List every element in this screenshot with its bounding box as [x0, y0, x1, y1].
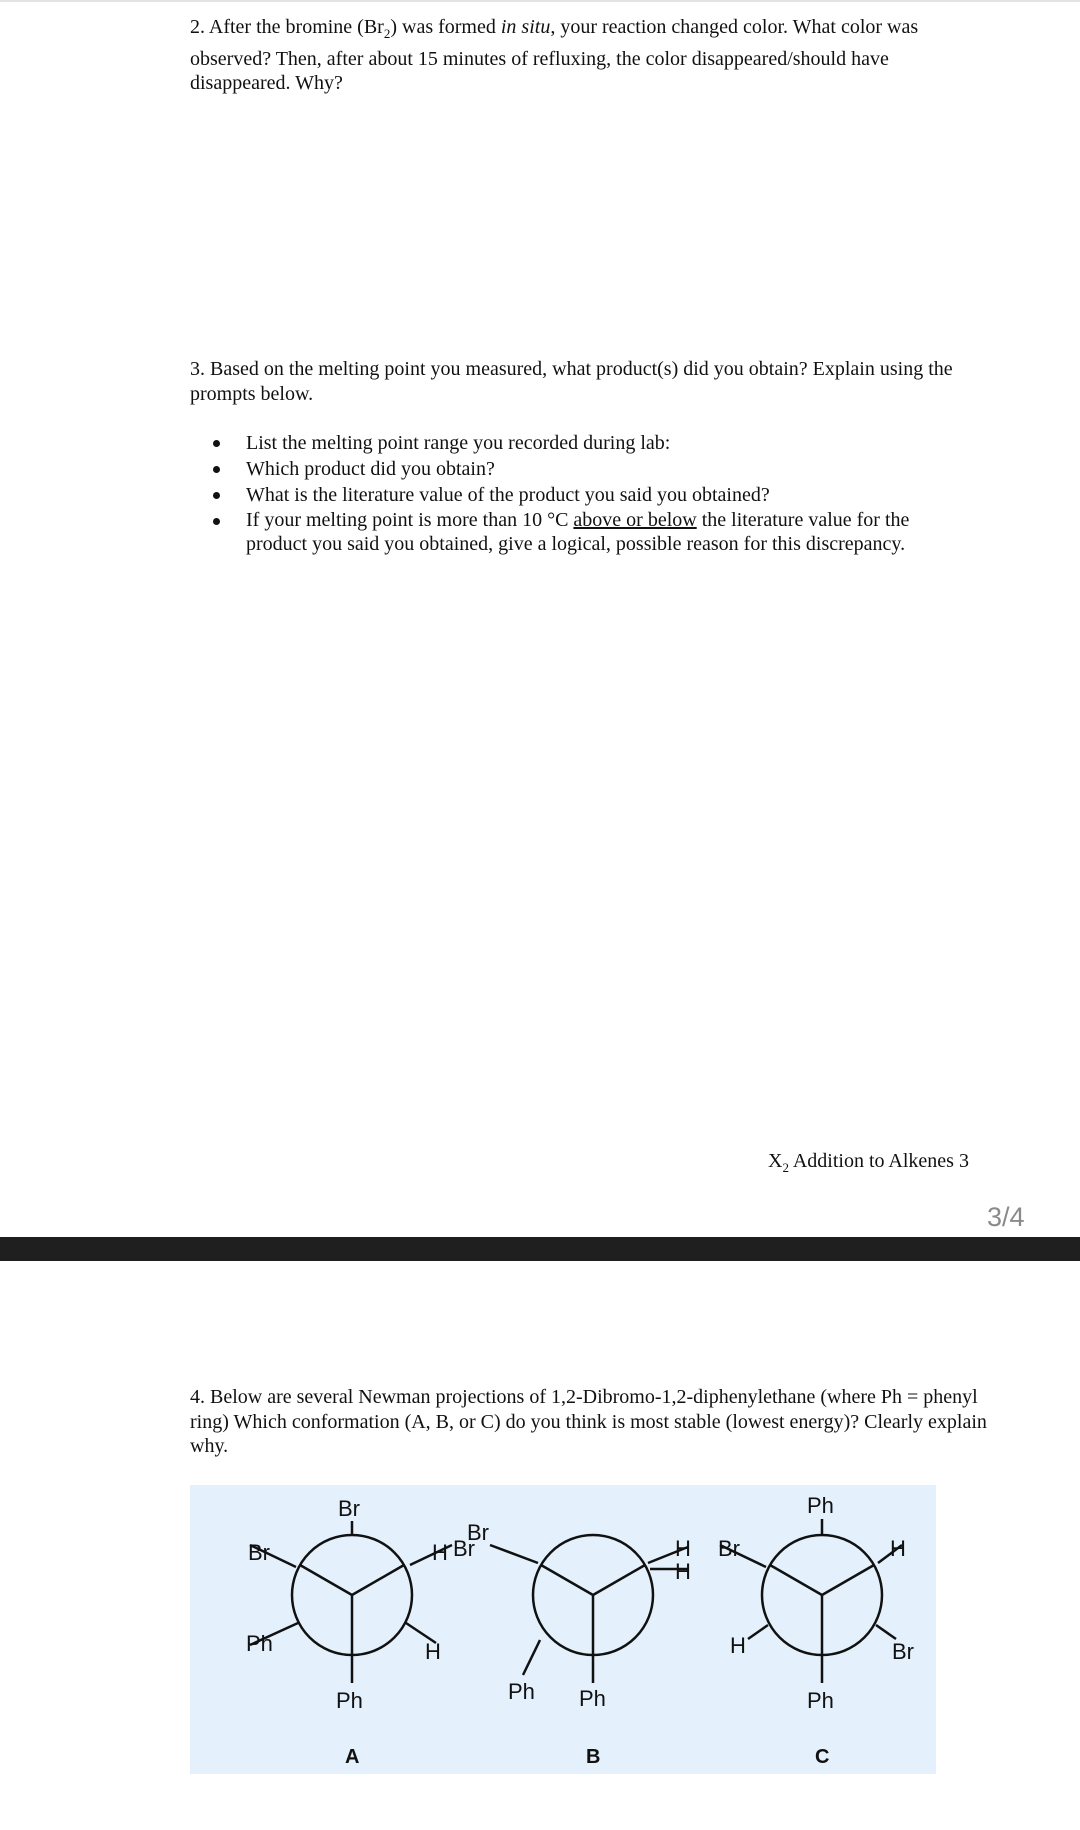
top-rule [0, 0, 1080, 2]
question-3-prompts [205, 430, 965, 556]
projection-a-top-label: Br [338, 1496, 360, 1521]
page-footer-title [768, 1149, 969, 1180]
prompt-text: List the melting point range you recorded during lab: [246, 432, 671, 454]
projection-c-upper-left-label: Br [718, 1536, 740, 1561]
prompt-text-before: If your melting point is more than 10 °C [246, 509, 574, 531]
question-2-prefix: 2. After the bromine (Br [190, 16, 384, 38]
list-item [205, 482, 965, 508]
projection-a-letter: A [345, 1746, 360, 1768]
projection-b-letter: B [586, 1746, 601, 1768]
list-item [205, 456, 965, 482]
footer-title-prefix: X [768, 1150, 783, 1172]
bullet-icon [213, 492, 220, 499]
list-item [205, 508, 965, 556]
projection-c-lower-left-label: H [730, 1633, 746, 1658]
bullet-icon [213, 518, 220, 525]
projection-c-lower-right-label: Br [892, 1639, 914, 1664]
question-2-mid: ) was formed [390, 16, 501, 38]
newman-projections-figure [190, 1485, 936, 1774]
projection-b-upper-right-1-label: H [675, 1536, 691, 1561]
projection-a-lower-left-label: Ph [246, 1631, 273, 1656]
projection-b-upper-left-front-label: Br [467, 1520, 489, 1545]
question-2-italic: in situ [500, 16, 551, 38]
question-2 [190, 15, 990, 96]
prompt-text-underlined: above or below [573, 509, 697, 531]
prompt-text: What is the literature value of the product you said you obtained? [246, 484, 770, 506]
question-2-suffix: , your reaction changed color. What color was observed? Then, after about 15 minutes of refluxing, the color disappeared/should have disappeared. Why? [190, 16, 919, 94]
projection-a-lower-right-label: H [425, 1639, 441, 1664]
footer-title-suffix: Addition to Alkenes 3 [788, 1150, 969, 1172]
projection-b-upper-right-2-label: H [675, 1559, 691, 1584]
projection-a-bottom-label: Ph [336, 1688, 363, 1713]
question-4: 4. Below are several Newman projections of 1,2-Dibromo-1,2-diphenylethane (where Ph = phenyl ring) Which conformation (A, B, or C) do you think is most stable (lowest energy)? Clearly explain why. [190, 1386, 987, 1457]
page-indicator: 3/4 [987, 1202, 1025, 1232]
list-item [205, 430, 965, 456]
bullet-icon [213, 440, 220, 447]
projection-c-bottom-label: Ph [807, 1688, 834, 1713]
projection-b-bottom-left-label: Ph [508, 1679, 535, 1704]
newman-projections-svg [190, 1485, 936, 1774]
projection-b-upper-left-label: Br [453, 1536, 475, 1561]
projection-a-upper-right-label: H [432, 1540, 448, 1565]
projection-b-bottom-right-label: Ph [579, 1686, 606, 1711]
question-3: 3. Based on the melting point you measured, what product(s) did you obtain? Explain using the prompts below. [190, 358, 953, 405]
footer-title-subscript: 2 [782, 1160, 789, 1175]
projection-a-upper-left-label: Br [248, 1540, 270, 1565]
prompt-text: Which product did you obtain? [246, 458, 495, 480]
prompt-text-after: the literature value for the product you said you obtained, give a logical, possible reason for this discrepancy. [246, 509, 910, 555]
question-2-subscript: 2 [383, 26, 391, 41]
projection-c-top-label: Ph [807, 1493, 834, 1518]
projection-c-upper-right-label: H [890, 1536, 906, 1561]
projection-c-letter: C [815, 1746, 830, 1768]
page-break-bar [0, 1237, 1080, 1261]
bullet-icon [213, 466, 220, 473]
